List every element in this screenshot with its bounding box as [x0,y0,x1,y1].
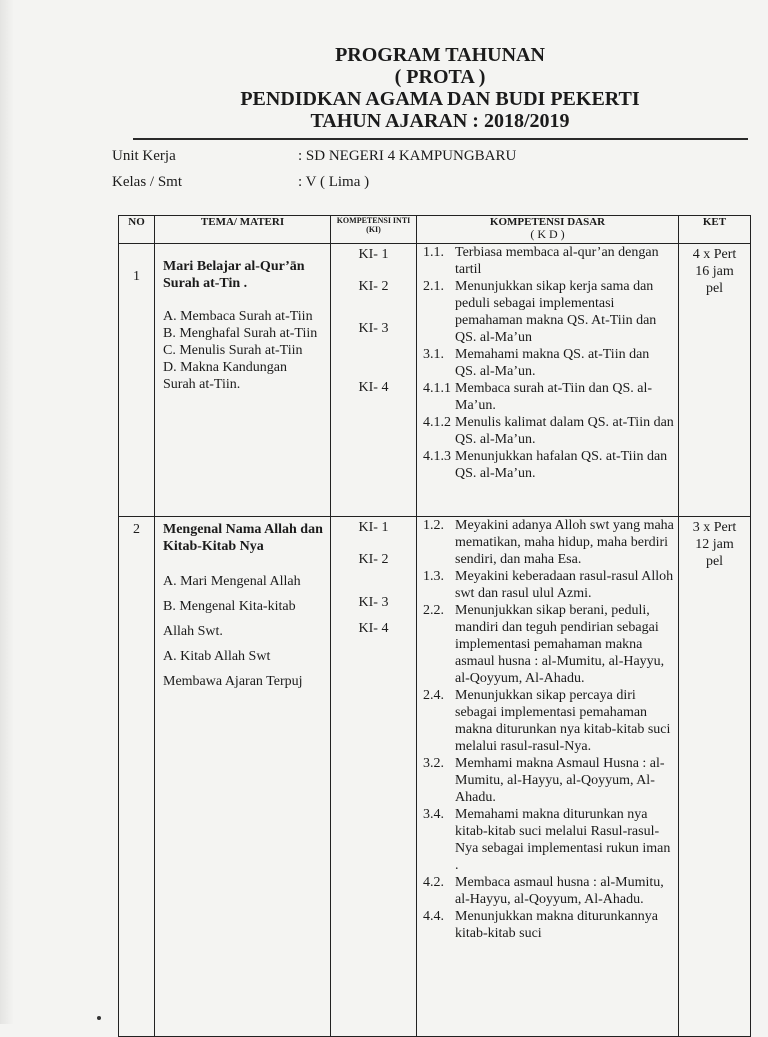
kd-text: Memhami makna Asmaul Husna : al-Mumitu, al-Hayyu, al-Qoyyum, Al-Ahadu. [455,756,665,805]
ki-label: KI- 4 [358,621,389,636]
prota-table [118,215,751,1037]
kd-text: Membaca asmaul husna : al-Mumitu, al-Hayyu, al-Qoyyum, Al-Ahadu. [455,875,664,907]
ki-label: KI- 2 [358,552,389,567]
ki-label: KI- 4 [358,380,389,395]
doc-subtitle: ( PROTA ) [394,66,486,88]
kd-text: Memahami makna QS. at-Tiin dan QS. al-Ma’un. [455,347,650,379]
list-item [417,568,678,602]
row-ket [679,244,751,517]
ket-line: 16 jam [695,264,734,279]
list-item [417,517,678,568]
header-ki: KOMPETENSI INTI (KI) [331,216,417,244]
kd-number: 2.2. [423,603,444,618]
kd-number: 1.3. [423,569,444,584]
ket-line: 4 x Pert [692,247,737,262]
row-kd [417,517,679,1037]
list-item: B. Mengenal Kita-kitab Allah Swt. [163,599,296,639]
row-no: 1 [119,244,155,517]
row-ki [331,244,417,517]
doc-subject: PENDIDKAN AGAMA DAN BUDI PEKERTI [240,88,640,110]
kd-number: 4.1.1 [423,381,451,396]
header-kd [417,216,679,244]
ki-label: KI- 3 [358,595,389,610]
row-tema [155,244,331,517]
ki-label: KI- 1 [358,247,389,262]
kd-number: 2.1. [423,279,444,294]
header-kd-title: KOMPETENSI DASAR [489,216,606,228]
list-item: B. Menghafal Surah at-Tiin [163,326,318,341]
ket-line: pel [705,554,724,569]
tema-title: Mengenal Nama Allah dan Kitab-Kitab Nya [163,522,323,554]
table-header [119,216,751,244]
kd-text: Menunjukkan sikap berani, peduli, mandiri dan teguh pendirian sebagai implementasi pemahaman makna asmaul husna : al-Mumitu, al-Hayyu, al-Qoyyum, Al-Ahadu. [455,603,665,686]
kd-text: Menunjukkan sikap kerja sama dan peduli sebagai implementasi pemahaman makna QS. At-Tiin dan QS. al-Ma’un [455,279,657,345]
list-item [417,414,678,448]
list-item [417,448,678,482]
list-item: C. Menulis Surah at-Tiin [163,343,303,358]
list-item: D. Makna Kandungan Surah at-Tiin. [163,360,288,392]
row-no: 2 [119,517,155,1037]
unit-label: Unit Kerja [112,148,176,164]
list-item [417,908,678,942]
kd-number: 4.1.2 [423,415,451,430]
ket-line: 12 jam [695,537,734,552]
kd-number: 4.1.3 [423,449,451,464]
ki-label: KI- 2 [358,279,389,294]
ket-line: 3 x Pert [692,520,737,535]
header-tema: TEMA/ MATERI [155,216,331,244]
kd-number: 1.2. [423,518,444,533]
kd-text: Memahami makna diturunkan nya kitab-kitab suci melalui Rasul-rasul-Nya sebagai implementasi rukun iman . [455,807,671,873]
row-kd [417,244,679,517]
list-item: A. Membaca Surah at-Tiin [163,309,313,324]
kd-text: Meyakini keberadaan rasul-rasul Alloh swt dan rasul ulul Azmi. [455,569,674,601]
kelas-label: Kelas / Smt [112,174,182,190]
kd-number: 1.1. [423,245,444,260]
kd-number: 3.1. [423,347,444,362]
unit-value: : SD NEGERI 4 KAMPUNGBARU [298,148,517,164]
list-item [417,380,678,414]
kd-number: 3.4. [423,807,444,822]
row-tema [155,517,331,1037]
kelas-value: : V ( Lima ) [298,174,370,190]
kd-number: 2.4. [423,688,444,703]
scan-shadow [0,0,14,1024]
header-kd-sub: ( K D ) [530,227,565,241]
list-item [417,602,678,687]
tema-title: Mari Belajar al-Qur’ān Surah at-Tin . [163,259,305,291]
title-divider [133,138,748,140]
list-item [417,278,678,346]
list-item [417,687,678,755]
doc-year: TAHUN AJARAN : 2018/2019 [310,110,570,132]
doc-title: PROGRAM TAHUNAN [335,44,545,66]
list-item [417,874,678,908]
ink-dot [97,1016,101,1020]
kd-number: 4.2. [423,875,444,890]
list-item [417,244,678,278]
table-row [119,244,751,517]
kd-text: Terbiasa membaca al-qur’an dengan tartil [455,245,659,277]
kd-text: Membaca surah at-Tiin dan QS. al-Ma’un. [455,381,652,413]
kd-text: Meyakini adanya Alloh swt yang maha mematikan, maha hidup, maha berdiri sendiri, dan maha Esa. [455,518,674,567]
ki-label: KI- 3 [358,321,389,336]
table-row [119,517,751,1037]
header-ket: KET [679,216,751,244]
kd-text: Menunjukkan hafalan QS. at-Tiin dan QS. al-Ma’un. [455,449,668,481]
ket-line: pel [705,281,724,296]
list-item: A. Kitab Allah Swt Membawa Ajaran Terpuj [163,649,303,689]
kd-number: 3.2. [423,756,444,771]
row-ket [679,517,751,1037]
kd-text: Menulis kalimat dalam QS. at-Tiin dan QS. al-Ma’un. [455,415,674,447]
row-ki [331,517,417,1037]
list-item [417,755,678,806]
kd-text: Menunjukkan makna diturunkannya kitab-kitab suci [455,909,658,941]
list-item: A. Mari Mengenal Allah [163,574,301,589]
header-no: NO [119,216,155,244]
kd-number: 4.4. [423,909,444,924]
list-item [417,346,678,380]
kd-text: Menunjukkan sikap percaya diri sebagai implementasi pemahaman makna diturunkan nya kitab-kitab suci melalui rasul-rasul-Nya. [455,688,671,754]
list-item [417,806,678,874]
ki-label: KI- 1 [358,520,389,535]
